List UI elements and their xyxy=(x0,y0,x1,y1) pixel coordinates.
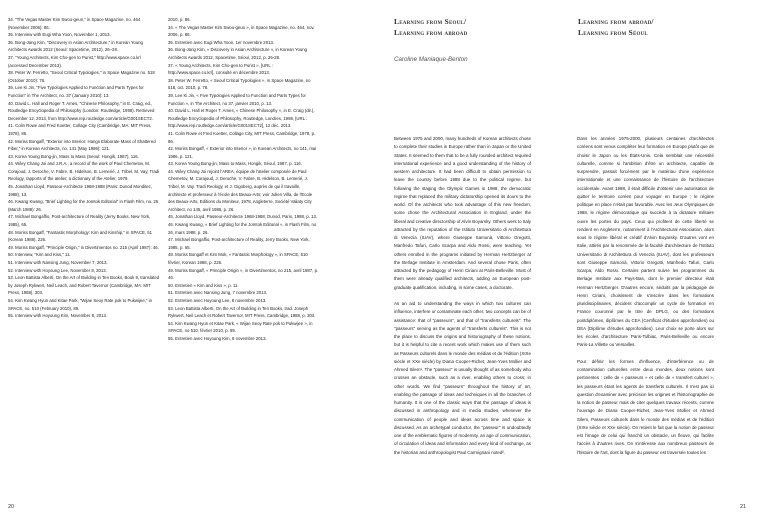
endnote: 50. Entretien « Kim and Kiss », p. 11. xyxy=(168,282,239,288)
endnote: 43. Korea Young Bong-jin, Mass to Mass, Hongik, Séoul, 1987, p. 116. xyxy=(168,161,302,167)
title-english xyxy=(394,17,467,38)
endnote: 45. Jonathan Lloyd, Passeur-Architecte 1968-1988 (Paris: Dunod Monditec, 1988), 13. xyxy=(8,184,153,197)
endnote: 39. Lee Ki Jin, "Five Typologies Applied to Function and Parts Types for Function" in The Architect, no. 37 (January 2010): 13. xyxy=(8,85,144,98)
endnote: 2010, p. 86. xyxy=(168,17,191,22)
endnote: 38. Peter W. Ferretto, « Seoul Critical Typologies », in Space Magazine, no 518, oct. 2010, p. 78. xyxy=(168,77,311,91)
endnote: 52. Interview with Hoyoung Lee, November 8, 2013. xyxy=(8,267,107,273)
endnote: 55. Interview with Hoyoung Kim, November 8, 2013. xyxy=(8,313,108,319)
title-english-line2: Learning from abroad xyxy=(394,27,468,37)
endnote: 37. « Young Architects, Kim Cho-gen to Purist », [URL : http://www.space.co.kr/], consulté en décembre 2013. xyxy=(168,62,273,76)
endnote: 48. Moriss Bongaff, "Fantastic Morphology: Kim and Kinship," in SPACE, 51 (Korean 1988), 226. xyxy=(8,229,153,243)
endnote: 44. Wiley Chang Joi rejoint l'AREA, équipe de l'atelier composée de Paul Chemetov, M. Corajoud, J. Deroche, V. Fabre, B. Hidelson, B. Lemerié, J. Tribel, M. Vay. Tradi Reology, et J. Gigoberg, auprès de qui il travaille, architecte et professeur à l'école des Beaux-Arts; voir Julien Villa, de l'Ecole des Beaux-Arts, Editions du Moniteur, 1978, Angleterre, Société Valiaty City Architect, no 145, avril 1986, p. 26. xyxy=(168,168,313,212)
author-name: Caroline Maniaque-Benton xyxy=(394,56,468,63)
paragraph: Between 1975 and 2000, many hundreds of Korean architects chose to complete their studies in Europe rather than in Japan or the United States. It seemed to them that to be a fully rounded architect required international experience and a good understanding of the history of western architecture. It had been difficult to obtain permission to leave the country before 1988 due to the political regime, but following the staging the Olympic Games in 1988, the democratic regime that replaced the military dictatorship opened its doors to the world. Of the architects who took advantage of this new freedom, some chose the Architectural Association in England, under the liberal and creative directorship of Alvin Boyarsky. Others went to Italy attracted by the reputation of the Istituto Universitario di Architettura di Venezia (IUAV), where Giuseppe Samonà, Vittorio Gregotti, Manfredo Tafuri, Carlo Scarpa and Aldo Rossi, were teaching. Yet others enrolled in the programs initiated by Herman Hertzberger at the Berlage Institute in Amsterdam. And several chose Paris, often attracted by the pedagogy of Henri Ciriani at Paris-Belleville. Most of them were already qualified architects, adding an European post-graduate qualification, including, in some cases, a doctorate. xyxy=(394,136,531,290)
title-french-line2: Learning from Séoul xyxy=(578,27,648,37)
endnote: 35. Entretien avec Eugi Wha Yoon, 1er novembre 2013. xyxy=(168,39,275,45)
endnote: 35. Interview with Eugi Wha Yoon, November 1, 2013. xyxy=(8,32,111,38)
body-text-english xyxy=(394,135,531,465)
endnote: 34. « The Vegas Master Kim Swoo-geun », in Space Magazine, no. 464, nov. 2006, p. 86. xyxy=(168,24,315,38)
endnote: 42. Moriss Bongaff, "Exterior into Interior: Hangs Elaborate Mass of Shattered Fiber," in Korean Architects, no. 141 (May 1986): 121. xyxy=(8,138,156,152)
endnote: 41. Colin Rowe et Fred Koetter, Collage City, MIT Press, Cambridge, 1978, p. 86. xyxy=(168,130,316,144)
endnote: 40. David L. Hall et Roger T. Ames, « Chinese Philosophy », in E. Craig (dir.), Routledge Encyclopedia of Philosophy, Routledge, Londres, 1998, [URL : http://www.rep.routledge.com/article/G001SECT2], 12 déc. 2013. xyxy=(168,108,315,129)
endnote: 37. "Young Architects, Kim Cho-gen to Purist," http://www.space.co.kr/ (accessed December 2013). xyxy=(8,54,142,68)
title-french xyxy=(578,17,654,38)
endnote: 52. Entretien avec Hoyoung Lee, 8 novembre 2013. xyxy=(168,297,267,303)
endnote: 36. Bong-Jang Kim, "Discovery in Asian Architecture," in Korean Young Architects Awards 2012 (Seoul: Spacetime, 2012), 26–28. xyxy=(8,39,143,53)
endnote: 45. Jonathan Lloyd, Passeur-Architecte 1968-1988, Dunod, Paris, 1988, p. 13. xyxy=(168,214,318,220)
endnote: 46. Kwang Kwang, "Brief Lighting for the Jomtok Editorial" in Flash Film, no. 26 (March 1988): 26. xyxy=(8,199,159,212)
page-number-right: 21 xyxy=(740,504,747,510)
endnote: 48. Moriss Bongaff et Kim Mok, « Fantastic Morphology », in SPACE, 510 février, Korean 1988, p. 226. xyxy=(168,252,308,265)
endnote: 51. Entretien avec Nansing Jung, 7 novembre 2013. xyxy=(168,290,268,296)
endnote: 41. Colin Rowe and Fred Koetter, Collage City (Cambridge, MA: MIT Press, 1978), 86. xyxy=(8,123,152,136)
endnote: 40. David L. Hall and Roger T. Ames, "Chinese Philosophy," in E. Craig, ed., Routledge Encyclopedia of Philosophy (London: Routledge, 1998). Retrieved December 12, 2013, from http://www.rep.routledge.com/article/G001SECT2. xyxy=(8,100,155,121)
endnotes-french xyxy=(168,16,320,343)
page-number-left: 20 xyxy=(8,504,15,510)
endnote: 38. Peter W. Ferretto, "Seoul Critical Typologies," in Space Magazine no. 518 (October 2010): 78. xyxy=(8,70,155,83)
title-french-line1: Learning from abroad/ xyxy=(578,17,654,26)
paragraph: Pour définir les formes d'influence, d'interférence ou de contamination culturelles entre deux mondes, deux notions sont pertinentes : celle de « passeurs » et celle de « transfert culturel », les passeurs étant les agents de transferts culturels. Il n'est pas ici question d'examiner avec précision les origines et l'historiographie de la notion de passeur mais de citer quelques travaux récents, comme l'ouvrage de Diana Cooper-Richet, Jean-Yves Mollier et Ahmed Silem, Passeurs culturels dans le monde des médias et de l'édition (XIXe siècle et XXe siècle). On retient le fait que la notion de passeur est l'image de celui qui franchit un obstacle, un fleuve, qui facilite l'accès à d'autres rives. On s'intéresse aux nombreux passeurs de l'histoire de l'art, dont la figure du passeur est traversée toutes les xyxy=(577,358,714,455)
endnote: 39. Lee Ki Jin, « Five Typologies Applied to Function and Parts Types for Function », in The Architect, no 37, janvier 2010, p. 13. xyxy=(168,92,306,106)
endnote: 47. Michael Bongaffio, Post-architecture of Reality, Jerry Books, New York, 1985, p. 65. xyxy=(168,237,310,250)
endnote: 54. Kim Kwang Hyun et Kitae Park, « Wijae Seoy Rate pok to Pukwijee », in SPACE, no 510, février 2010, p. 89. xyxy=(168,320,313,334)
body-text-french xyxy=(577,135,714,465)
endnotes-english xyxy=(8,16,160,320)
paragraph: As an aid to understanding the ways in which two cultures can influence, interfere or contaminate each other, two concepts can be of assistance: that of "passeurs", and that of "transferts culturels". The "passeurs" serving as the agents of "transferts culturels". This is not the place to discuss the origins and historiography of these notions, but it is helpful to cite a recent work which makes use of them such as Passeurs culturels dans le monde des médias et de l'édition (XIXe siècle et XXe siècle) by Diana Cooper-Richet, Jean-Yves Mollier and Ahmed Silem¹. The "passeur" is usually thought of as somebody who crosses an obstacle, such as a river, enabling others to cross; in other words. We find "passeurs" throughout the history of art, enabling the passage of ideas and techniques in all the branches of humanity. It is one of the classic ways that the passage of ideas is discussed in anthropology and in media studies, whenever the communication of people and ideas across time and space is discussed. As an archetypal conductor, the "passeur" is undoubtedly one of the emblematic figures of modernity, an age of communication, of circulation of ideas and information and every kind of exchange, as the historian and anthropologist Paul Carmignani noted². xyxy=(394,301,531,455)
endnote: 51. Interview with Nansing Jung, November 7, 2013. xyxy=(8,260,108,265)
endnote: 36. Bong-Jang Kim, « Discovery in Asian Architecture », in Korean Young Architects Awards 2012, Spacetime, Séoul, 2012, p. 26-28. xyxy=(168,47,308,60)
endnote: 44. Wiley Chang Joi and J.R.A., a record of the work of Paul Chemetov, M. Corajoud, J. Deroche, V. Fabre, B. Hidelson, B. Lemerié, J. Tribel, M. Vay, Tradi Reology, rapports of the atelier, a dictionary of the Atelier, 1978. xyxy=(8,161,160,182)
paragraph: Dans les années 1975-2000, plusieurs centaines d'architectes coréens sont venus compléter leur formation en Europe plutôt que de choisir le Japon ou les États-Unis. Cela semblait une nécessité culturelle, comme si l'ambition d'être un architecte, capable de surprendre, passait forcément par le matériau d'une expérience internationale et une connaissance de l'histoire de l'architecture occidentale. Avant 1988, il était difficile d'obtenir une autorisation de quitter le territoire coréen pour voyager en Europe ; le régime politique en place n'était pas favorable. Avec les Jeux Olympiques de 1988, le régime démocratique qui succède à la dictature militaire ouvre les portes du pays. Ceux qui profitent de cette liberté se rendent en Angleterre, notamment à l'Architectural Association, alors sous le régime libéral et créatif d'Alvin Boyarsky. D'autres vont en Italie, attirés par la renommée de la faculté d'architecture de l'Istituto Universitario di Architettura di Venezia (IUAV), dont les professeurs sont Giuseppe Samonà, Vittorio Gregotti, Manfredo Tafuri, Carlo Scarpa, Aldo Rossi. Certains partent suivre les programmes du Berlage Institute aux Pays-Bas, dont le premier directeur était Herman Hertzberger. D'autres encore, séduits par la pédagogie de Henri Ciriani, choisissent de s'inscrire dans les formations pluridisciplinaires, décident d'accomplir un cycle de formation en France couronné par le titre de DPLG, ou des formations postdiplômes, diplômes du CEA (Certificat d'études approfondies) ou DEA (Diplôme d'études approfondies). Leur choix se porte alors sur les écoles d'architecture Paris-Tolbiac, Paris-Belleville ou encore Paris-La Villette ou Versailles. xyxy=(577,136,714,348)
endnote: 43. Korea Young Bong-jin, Mass to Mass (Seoul: Hongik, 1987), 116. xyxy=(8,153,139,159)
endnote: 49. Moriss Bongaff, "Principle Origin," in Divertimentos no. 215 (April 1987): 46. xyxy=(8,244,159,250)
endnote: 47. Michael Bongaffio, Post-architecture of Reality (Jerry Books, New York, 1985), 65. xyxy=(8,214,151,228)
endnote: 53. Leon Battista Alberti, On the Art of Building in Ten Books, Book 9, translated by Joseph Rykwert, Neil Leach, and Robert Tavernor (Cambridge, MA: MIT Press, 1988), 303. xyxy=(8,275,160,296)
endnote: 53. Leon Battista Alberti, On the Art of Building in Ten Books, trad. Joseph Rykwert, Neil Leach et Robert Tavernor, MIT Press, Cambridge, 1988, p. 303. xyxy=(168,305,316,319)
endnote: 34. "The Vegas Master Kim Swoo-geun," in Space Magazine, no. 464 (November 2006): 86. xyxy=(8,17,141,30)
endnote: 49. Moriss Bongaff, « Principle Origin », in Divertimentos, no 215, avril 1987, p. 46. xyxy=(168,267,319,281)
endnote: 54. Kim Kwang Hyun and Kitae Park, "Wijae Seoy Rate pok to Pukwijee," in SPACE, no. 510 (February 2010), 89. xyxy=(8,297,152,311)
endnote: 50. Interview, "Kim and Kiss," 11. xyxy=(8,252,71,258)
endnote: 55. Entretien avec Hoyoung Kim, 8 novembre 2013. xyxy=(168,335,267,341)
endnote: 42. Moriss Bongaff, « Exterior into Interior », in Korean Architects, no 141, mai 1986, p. 121. xyxy=(168,146,317,159)
endnote: 46. Kwang Kwang, « Brief Lighting for the Jomtok Editorial », in Flash Film, no 26, mars 1988, p. 26. xyxy=(168,222,317,235)
title-english-line1: Learning from Seoul/ xyxy=(394,17,467,26)
